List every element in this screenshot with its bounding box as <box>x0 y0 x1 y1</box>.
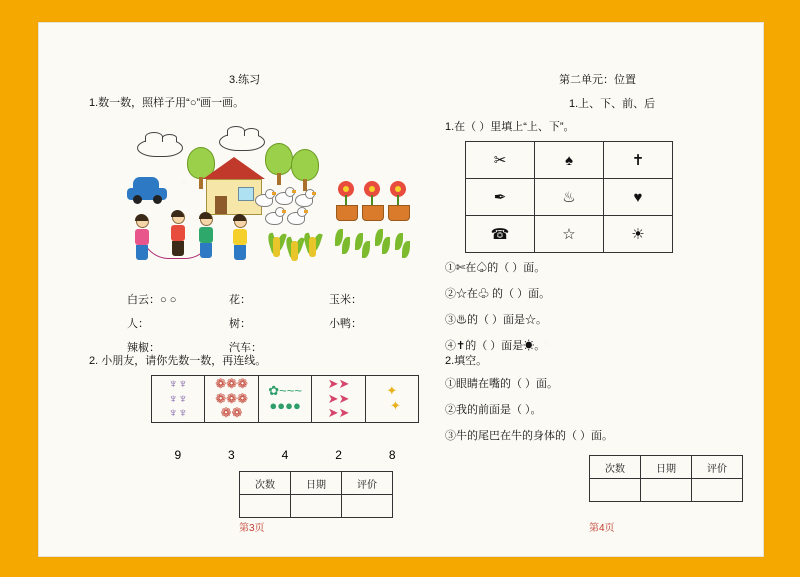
left-heading: 3.练习 <box>229 74 261 86</box>
cloud-icon <box>219 133 265 151</box>
label-shu: 树： <box>229 318 251 330</box>
flower-pot-icon <box>359 181 385 221</box>
hotspring-icon: ♨ <box>535 179 604 216</box>
pic-cell-birds: ✦ ✦ <box>365 376 418 423</box>
child-icon <box>229 215 251 261</box>
score-cell <box>641 479 692 502</box>
number-row <box>151 448 419 462</box>
list-item: ②☆在♧ 的（ ）面。 <box>445 288 551 300</box>
score-header: 日期 <box>641 456 692 479</box>
corn-icon <box>287 231 302 275</box>
corn-icon <box>305 227 320 271</box>
tree-icon <box>265 143 293 185</box>
pepper-plant-icon <box>335 229 351 269</box>
pepper-plant-icon <box>375 229 391 269</box>
cross-icon: ✝ <box>604 142 673 179</box>
car-icon <box>127 177 167 200</box>
section-title: 1.上、下、前、后 <box>569 98 656 110</box>
score-cell <box>291 495 342 518</box>
right-answer-list-2 <box>445 375 613 453</box>
score-header: 日期 <box>291 472 342 495</box>
score-header: 次数 <box>240 472 291 495</box>
pepper-plant-icon <box>355 233 371 273</box>
right-answer-list-1 <box>445 259 550 363</box>
number-item: 8 <box>388 448 396 462</box>
duck-icon <box>287 207 306 224</box>
label-lajiao: 辣椒： <box>127 342 160 354</box>
list-item: ④✝的（ ）面是☀。 <box>445 340 546 352</box>
pic-cell-fish: ➤➤ ➤➤ ➤➤ <box>312 376 365 423</box>
list-item: ③牛的尾巴在牛的身体的（ ）面。 <box>445 430 614 442</box>
flower-pot-icon <box>385 181 411 221</box>
right-score-table <box>589 455 743 502</box>
pic-cell-strawberries: ❁❁❁ ❁❁❁ ❁❁ <box>205 376 259 423</box>
symbol-grid-table <box>465 141 673 253</box>
score-cell <box>240 495 291 518</box>
number-item: 9 <box>174 448 182 462</box>
label-baiyun: 白云：○ ○ <box>127 294 177 306</box>
score-header: 评价 <box>692 456 743 479</box>
pic-cell-cups: ♆♆ ♆♆ ♆♆ <box>152 376 205 423</box>
left-question-1: 1.数一数，照样子用“○”画一画。 <box>89 97 245 109</box>
tree-icon <box>291 149 319 191</box>
sun-icon: ☀ <box>604 216 673 253</box>
score-cell <box>342 495 393 518</box>
duck-icon <box>295 189 314 206</box>
counting-picture-table <box>151 375 419 423</box>
worksheet-page <box>38 22 764 557</box>
list-item: ①眼睛在嘴的（ ）面。 <box>445 378 559 390</box>
pepper-plant-icon <box>395 233 411 273</box>
left-page-number: 第3页 <box>239 523 265 534</box>
star-icon: ☆ <box>535 216 604 253</box>
cloud-icon <box>137 139 183 157</box>
child-icon <box>131 215 153 261</box>
left-page-column <box>79 23 419 556</box>
right-question-2: 2.填空。 <box>445 355 488 367</box>
duck-icon <box>255 189 274 206</box>
child-icon <box>167 211 189 257</box>
house-icon <box>203 157 265 215</box>
list-item: ③♨的（ ）面是☆。 <box>445 314 548 326</box>
flower-pot-icon <box>333 181 359 221</box>
left-score-table <box>239 471 393 518</box>
list-item: ①✄在♤的（ ）面。 <box>445 262 546 274</box>
right-page-number: 第4页 <box>589 523 615 534</box>
number-item: 3 <box>228 448 235 462</box>
scissors-icon: ✂ <box>466 142 535 179</box>
left-question-2: 2. 小朋友，请你先数一数，再连线。 <box>89 355 267 367</box>
illustration-scene <box>119 119 409 279</box>
telephone-icon: ☎ <box>466 216 535 253</box>
number-item: 2 <box>335 448 342 462</box>
score-header: 评价 <box>342 472 393 495</box>
list-item: ②我的前面是（ ）。 <box>445 404 542 416</box>
unit-title: 第二单元：位置 <box>559 74 636 86</box>
label-xiaoya: 小鸭： <box>329 318 362 330</box>
label-qiche: 汽车： <box>229 342 262 354</box>
score-cell <box>590 479 641 502</box>
spade-icon: ♠ <box>535 142 604 179</box>
label-ren: 人： <box>127 318 149 330</box>
score-cell <box>692 479 743 502</box>
right-page-column <box>439 23 759 556</box>
label-yumi: 玉米： <box>329 294 362 306</box>
duck-icon <box>275 187 294 204</box>
child-icon <box>195 213 217 259</box>
corn-icon <box>269 227 284 271</box>
right-question-1: 1.在（ ）里填上“上、下”。 <box>445 121 575 133</box>
number-item: 4 <box>281 448 289 462</box>
score-header: 次数 <box>590 456 641 479</box>
duck-icon <box>265 207 284 224</box>
heart-icon: ♥ <box>604 179 673 216</box>
pen-icon: ✒ <box>466 179 535 216</box>
label-hua: 花： <box>229 294 251 306</box>
pic-cell-caterpillar: ✿~~~ ●●●● <box>258 376 312 423</box>
